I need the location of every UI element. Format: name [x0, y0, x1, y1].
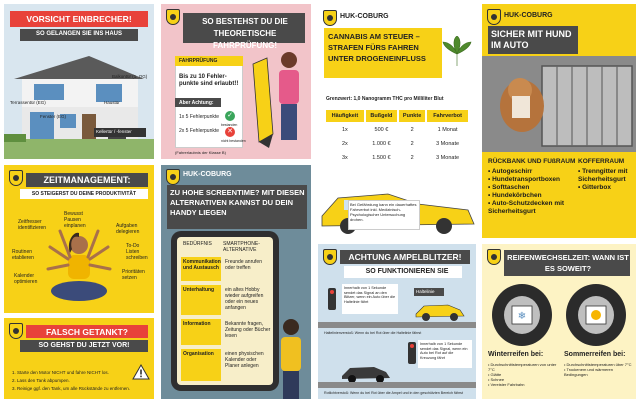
tile-subtitle: SO GELANGEN SIE INS HAUS [35, 31, 122, 37]
list-item: • Schnee [488, 377, 558, 382]
col-haeufigkeit: Häufigkeit [326, 110, 364, 122]
table-row: 1x 500 € 2 1 Monat [326, 124, 468, 136]
col-need-header: BEDÜRFNIS [183, 241, 212, 247]
huk-logo [166, 169, 180, 185]
huk-logo [323, 10, 337, 26]
check-icon: ✓ [225, 111, 235, 121]
summer-list [564, 362, 634, 377]
tile-title: ZU HOHE SCREENTIME? MIT DIESEN ALTERNATIVEN KANNST DU DEIN HANDY LIEGEN [170, 188, 305, 217]
woman-illustration [269, 315, 309, 399]
tile-subtitle: SO GEHST DU JETZT VOR! [38, 342, 130, 349]
tile-title: SICHER MIT HUND IM AUTO [491, 29, 572, 50]
col-bussgeld: Bußgeld [366, 110, 397, 122]
hedge [4, 134, 26, 142]
left-heading: RÜCKBANK UND FUßRAUM [488, 158, 576, 165]
need-3: Information [183, 321, 211, 327]
list-item: • Auto-Schutzdecken mit Sicherheitsgurt [488, 200, 568, 216]
list-item: • Trenngitter mit Sicherheitsgurt [578, 168, 634, 184]
winter-heading: Winterreifen bei: [488, 351, 544, 358]
list-item: • Gitterbox [578, 184, 634, 192]
alt-2: ein altes Hobby wieder aufgreifen oder ein neues anfangen [225, 287, 264, 311]
need-4: Organisation [183, 351, 214, 357]
alt-3: Bekannte fragen, Zeitung oder Bücher lesen [225, 321, 271, 339]
huk-logo [487, 249, 501, 265]
list-item: • Hundetransportboxen [488, 176, 568, 184]
huk-logo [9, 170, 23, 186]
summer-heading: Sommerreifen bei: [564, 351, 626, 358]
summer-tire-icon [562, 282, 630, 348]
huk-logo [487, 9, 501, 25]
tile-title: CANNABIS AM STEUER – STRAFEN FÜRS FAHREN UNTER DROGENEINFLUSS [328, 32, 426, 63]
label-fenster: Fenster (EG) [40, 114, 67, 119]
list-item: • Softtaschen [488, 184, 568, 192]
exam-card-header: FAHRPRÜFUNG [179, 58, 218, 64]
alt-1: Freunde anrufen oder treffen [225, 259, 262, 271]
brand-name: HUK-COBURG [340, 13, 389, 20]
huk-logo [323, 249, 337, 265]
rule-two: 2x 5 Fehlerpunkte [179, 128, 220, 134]
col-punkte: Punkte [399, 110, 425, 122]
table-row: 2x 1.000 € 2 3 Monate [326, 138, 468, 150]
label-delegieren: Aufgaben delegieren [116, 223, 140, 235]
red-light-2 [410, 344, 414, 348]
list-item: • Glätte [488, 372, 558, 377]
yellow-car-icon [414, 300, 466, 322]
label-haustuer: Haustür [104, 100, 120, 105]
alt-4: einen physischen Kalender oder Planer anlegen [225, 351, 264, 369]
tile-subtitle: SO FUNKTIONIEREN SIE [365, 268, 449, 275]
tile-subtitle: SO STEIGERST DU DEINE PRODUKTIVITÄT [31, 191, 137, 197]
dog-crate-illustration [482, 56, 636, 152]
brand-name: HUK-COBURG [183, 171, 232, 178]
cannabis-leaf-icon [442, 36, 472, 68]
tile-footer: (Fahrerlaubnis der Klasse B) [175, 150, 226, 155]
exam-card-text: Bis zu 10 Fehlerpunkte sind erlaubt!! [179, 74, 239, 87]
label-kalender: Kalender optimieren [14, 273, 38, 285]
badge-passed: bestanden [221, 123, 238, 127]
tile-zeitmanagement[interactable] [4, 165, 154, 313]
woman-illustration [269, 48, 309, 148]
label-routinen: Routinen etablieren [12, 249, 34, 261]
table-row: 3x 1.500 € 2 3 Monate [326, 152, 468, 164]
huk-logo [9, 323, 23, 339]
label-pausen: Bewusst Pausen einplanen [64, 211, 86, 229]
ground [4, 139, 154, 159]
tile-title: SO BESTEHST DU DIE THEORETISCHE FAHRPRÜFUNG! [202, 17, 288, 50]
tile-title: ZEITMANAGEMENT: [43, 175, 131, 185]
tile-falsch-getankt[interactable] [4, 318, 154, 399]
tile-title: VORSICHT EINBRECHER! [26, 14, 132, 24]
col-alt-header: SMARTPHONE-ALTERNATIVE [223, 241, 260, 253]
step-2: 2. Lass den Tank abpumpen. [12, 378, 70, 383]
svg-text:❄: ❄ [517, 311, 527, 322]
rule-one: 1x 5 Fehlerpunkte [179, 114, 220, 120]
label-todo: To-Do Listen schreiben [126, 243, 148, 261]
road-2 [318, 382, 476, 388]
step-1: 1. Starte den Motor NICHT und fahre NICHT los. [12, 370, 109, 375]
left-list [488, 168, 568, 216]
label-zeitfresser: Zeitfresser identifizieren [18, 219, 47, 231]
tile-einbrecher[interactable] [4, 4, 154, 159]
list-item: • Hundekörbchen [488, 192, 568, 200]
badge-failed: nicht bestanden [221, 139, 246, 143]
list-item: • Durchschnittstemperaturen über 7°C [564, 362, 634, 367]
list-item: • Vereister Fahrbahn [488, 382, 558, 387]
label-prioritaeten: Prioritäten setzen [122, 269, 145, 281]
winter-list [488, 362, 558, 387]
tile-fahrpruefung[interactable] [161, 4, 311, 159]
upper-window [34, 84, 64, 100]
red-light [330, 290, 334, 294]
label-kellertuer: Kellertür / -fenster [96, 129, 132, 134]
stopline-label: Haltelinie [416, 289, 435, 294]
note-text: Bei Gefährdung kann ein dauerhaftes Fahrverbot inkl. Medizinisch-Psychologischer Untersuchung drohen. [350, 202, 417, 222]
limit-text: Grenzwert: 1,0 Nanogramm THC pro Milliliter Blut [326, 96, 444, 102]
need-2: Unterhaltung [183, 287, 215, 293]
list-item: • Durchschnittstemperaturen von unter 7°C [488, 362, 558, 372]
text-1: Innerhalb von 1 Sekunde sendet das Signal an den Blitzer, wenn ein Auto über die Haltelinie fährt [344, 286, 396, 304]
warning-text: Aber Achtung: [179, 100, 214, 106]
tile-title: REIFENWECHSELZEIT: WANN IST ES SOWEIT? [507, 253, 629, 273]
label-terrassentuer: Terrassentür (EG) [10, 100, 46, 105]
list-item: • Autogeschirr [488, 168, 568, 176]
right-heading: KOFFERRAUM [578, 158, 625, 165]
multitasking-person-illustration [44, 217, 114, 305]
label-balkontuer: Balkontür (1. OG) [112, 74, 148, 79]
dark-car-icon [340, 362, 392, 384]
caption-1: Haltelinienverstoß: Wenn du bei Rot über die Haltelinie fährst [324, 331, 422, 335]
right-list [578, 168, 634, 192]
tile-reifenwechsel[interactable] [482, 244, 636, 399]
fines-table [324, 108, 470, 166]
tile-screentime[interactable] [161, 165, 311, 399]
col-fahrverbot: Fahrverbot [427, 110, 468, 122]
tile-title: ACHTUNG AMPELBLITZER! [348, 252, 462, 262]
step-3: 3. Reinige ggf. den Tank, um alle Rückstände zu entfernen. [12, 386, 130, 391]
brand-name: HUK-COBURG [504, 12, 553, 19]
text-2: Innerhalb von 1 Sekunde sendet das Signal, wenn ein Auto bei Rot auf die Kreuzung fährt [420, 342, 468, 360]
winter-tire-icon [488, 282, 556, 348]
list-item: • Trockenem und wärmeren Bedingungen [564, 367, 634, 377]
tile-hund[interactable] [482, 4, 636, 238]
cross-icon: ✕ [225, 127, 235, 137]
tile-title: FALSCH GETANKT? [45, 327, 128, 337]
tile-cannabis[interactable] [318, 4, 476, 238]
need-1: Kommunikation und Austausch [183, 259, 221, 271]
tile-ampelblitzer[interactable] [318, 244, 476, 399]
road-1 [318, 322, 476, 328]
caption-2: Rotlichtverstoß: Wenn du bei Rot über die Ampel und in den geschützten Bereich fährst [324, 391, 463, 395]
huk-logo [166, 9, 180, 25]
warning-icon [132, 364, 150, 380]
